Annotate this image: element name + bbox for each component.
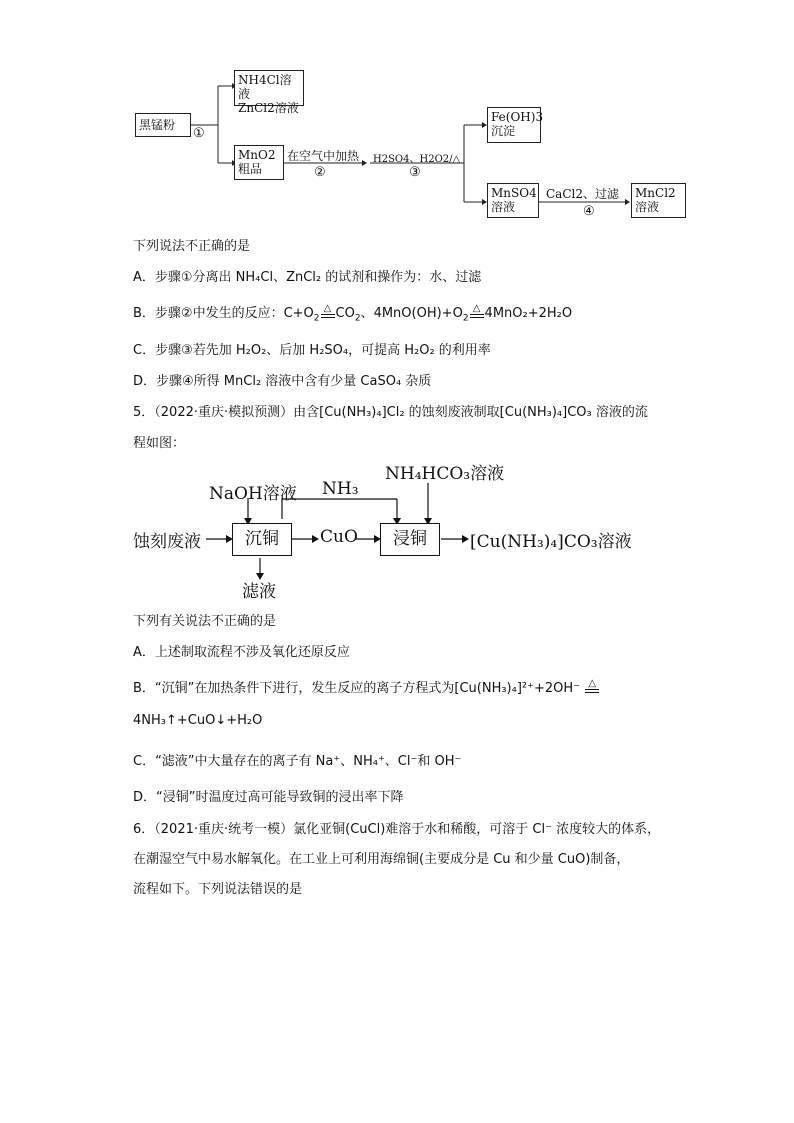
q5-intro-line2: 程如图： [133,436,186,451]
q5-option-d: D．“浸铜”时温度过高可能导致铜的浸出率下降 [133,790,404,805]
q5-stem: 下列有关说法不正确的是 [133,614,277,629]
box-line: MnSO4 [491,186,537,200]
box-line: NH4Cl溶液 [238,73,292,101]
step-3-label: ③ [409,165,421,180]
q5-option-a: A．上述制取流程不涉及氧化还原反应 [133,645,350,660]
q6-line2: 在潮湿空气中易水解氧化。在工业上可利用海绵铜(主要成分是 Cu 和少量 CuO)制备， [133,852,630,867]
q6-line1: 6．（2021·重庆·统考一模）氯化亚铜(CuCl)难溶于水和稀酸，可溶于 Cl⁻ 浓度较大的体系， [133,822,661,837]
naoh-label: NaOH溶液 [209,484,297,504]
nh3-label: NH₃ [322,479,359,499]
heat-symbol: △ [588,678,597,689]
step-1-label: ① [193,126,205,141]
heat-equals-sign [470,305,484,318]
q4-b-part: 4MnO₂+2H₂O [484,306,573,321]
heat-symbol: △ [323,303,332,314]
box-line: ZnCl2溶液 [238,101,299,115]
box-black-mn-powder [135,113,191,137]
box-line: 溶液 [635,200,660,214]
heat-symbol: △ [472,303,481,314]
q5-option-b-line1 [133,677,600,699]
box-line: MnO2 [238,148,276,162]
cuo-label: CuO [320,527,358,547]
step-3-condition: H2SO4、H2O2/△ [373,154,461,165]
q5-option-b-line2: 4NH₃↑+CuO↓+H₂O [133,713,263,728]
box-precipitate-copper: 沉铜 [232,523,292,556]
box-line: Fe(OH)3 [491,110,544,124]
box-mnso4 [487,183,539,218]
step-2-condition: 在空气中加热 [287,149,360,163]
q4-b-part: 、4MnO(OH)+O [360,306,463,321]
q5-intro-line1: 5．（2022·重庆·模拟预测）由含[Cu(NH₃)₄]Cl₂ 的蚀刻废液制取[Cu(NH₃)₄]CO₃ 溶液的流 [133,405,648,420]
box-leach-copper: 浸铜 [380,523,440,556]
box-line: 溶液 [491,200,516,214]
filtrate-label: 滤液 [242,582,276,602]
waste-etchant-label: 蚀刻废液 [133,532,201,552]
product-label: [Cu(NH₃)₄]CO₃溶液 [470,532,632,552]
q4-stem: 下列说法不正确的是 [133,239,251,254]
step-4-label: ④ [583,204,595,219]
q4-option-c: C．步骤③若先加 H₂O₂、后加 H₂SO₄，可提高 H₂O₂ 的利用率 [133,343,491,358]
box-mncl2 [631,183,686,218]
box-line: 沉淀 [491,124,516,138]
heat-equals-sign [585,680,599,693]
box-feoh3 [487,107,544,143]
q4-b-part: B．步骤②中发生的反应：C+O [133,306,314,321]
step-4-condition: CaCl2、过滤 [546,187,619,201]
box-line: MnCl2 [635,186,676,200]
nh4hco3-label: NH₄HCO₃溶液 [385,464,505,484]
step-2-label: ② [314,165,326,180]
q6-line3: 流程如下。下列说法错误的是 [133,882,303,897]
q4-option-d: D．步骤④所得 MnCl₂ 溶液中含有少量 CaSO₄ 杂质 [133,374,432,389]
box-label: 黑锰粉 [139,118,176,132]
box-mno2-crude [234,145,284,180]
box-line: 粗品 [238,162,263,176]
q5-option-c: C．“滤液”中大量存在的离子有 Na⁺、NH₄⁺、Cl⁻和 OH⁻ [133,754,462,769]
q4-option-a: A．步骤①分离出 NH₄Cl、ZnCl₂ 的试剂和操作为：水、过滤 [133,270,482,285]
box-nh4cl-zncl2 [234,70,304,115]
heat-equals-sign [321,305,335,318]
q5-b-text: B．“沉铜”在加热条件下进行，发生反应的离子方程式为[Cu(NH₃)₄]²⁺+2OH⁻ [133,681,581,696]
q4-option-b: B．步骤②中发生的反应：$C+O_2\triangle$ $CO_2$、$4MnO(OH)+O_2\triangle$ 4MnO₂+2H₂O [133,303,573,324]
q4-b-part: CO [335,306,355,321]
